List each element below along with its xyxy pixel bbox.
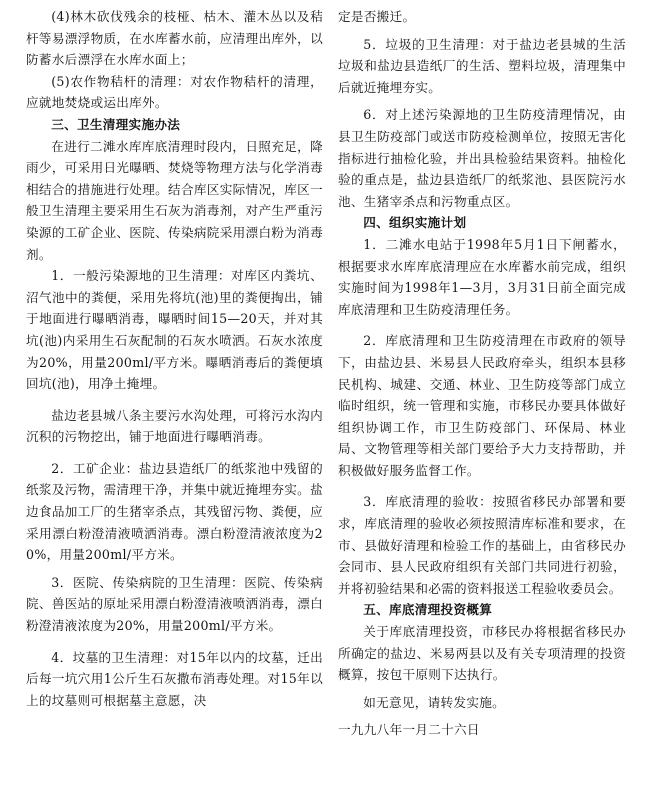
paragraph: (5)农作物秸杆的清理：对农作物秸杆的清理，应就地焚烧或运出库外。 bbox=[26, 73, 323, 111]
paragraph: 3．库底清理的验收：按照省移民办部署和要求，库底清理的验收必须按照清库标准和要求，在市、县做好清理和检验工作的基础上，由省移民办会同市、县人民政府组织有关部门共同进行初验，并将初验结果和必需的资料报送工程验收委员会。 bbox=[338, 494, 626, 596]
section-heading: 四、组织实施计划 bbox=[363, 215, 467, 231]
paragraph: 关于库底清理投资，市移民办将根据省移民办所确定的盐边、米易两县以及有关专项清理的投资概算，按包干原则下达执行。 bbox=[338, 624, 626, 683]
paragraph: 定是否搬迁。 bbox=[338, 9, 416, 24]
paragraph: 1．一般污染源地的卫生清理：对库区内粪坑、沼气池中的粪便，采用先将坑(池)里的粪便掏出，铺于地面进行曝晒消毒，曝晒时间15—20天，并对其坑(池)内采用生石灰配制的石灰水喷洒。石灰水浓度为20%，用量200ml/平方米。曝晒消毒后的粪便填回坑(池)，用净土掩埋。 bbox=[26, 268, 323, 392]
closing-line: 如无意见，请转发实施。 bbox=[363, 694, 506, 710]
paragraph: (4)林木砍伐残余的枝桠、枯木、灌木丛以及秸杆等易漂浮物质，在水库蓄水前，应清理出库外，以防蓄水后漂浮在水库水面上； bbox=[26, 9, 323, 68]
section-heading: 三、卫生清理实施办法 bbox=[51, 116, 181, 132]
paragraph: 2．工矿企业：盐边县造纸厂的纸浆池中残留的纸浆及污物，需清理干净，并集中就近掩埋夯实。盐边食品加工厂的生猪宰杀点，其残留污物、粪便，应采用漂白粉澄清液喷洒消毒。漂白粉澄清液浓度为20%，用量200ml/平方米。 bbox=[26, 460, 323, 563]
right-column bbox=[338, 6, 626, 741]
section-heading: 五、库底清理投资概算 bbox=[363, 602, 493, 618]
paragraph: 盐边老县城八条主要污水沟处理，可将污水沟内沉积的污物挖出，铺于地面进行曝晒消毒。 bbox=[26, 407, 323, 445]
paragraph: 5．垃圾的卫生清理：对于盐边老县城的生活垃圾和盐边县造纸厂的生活、塑料垃圾，清理集中后就近掩埋夯实。 bbox=[338, 36, 626, 95]
paragraph: 6．对上述污染源地的卫生防疫清理情况，由县卫生防疫部门或送市防疫检测单位，按照无害化指标进行抽检化验，并出具检验结果资料。抽检化验的重点是，盐边县造纸厂的纸浆池、县医院污水池、生猪宰杀点和污物重点区。 bbox=[338, 107, 626, 209]
paragraph: 2．库底清理和卫生防疫清理在市政府的领导下，由盐边县、米易县人民政府牵头，组织本县移民机构、城建、交通、林业、卫生防疫等部门成立临时组织，统一管理和实施，市移民办要具体做好组织协调工作，市卫生防疫部门、环保局、林业局、文物管理等相关部门要给予大力支持帮助，并积极做好服务监督工作。 bbox=[338, 333, 626, 478]
paragraph: 1．二滩水电站于1998年5月1日下闸蓄水，根据要求水库库底清理应在水库蓄水前完成，组织实施时间为1998年1—3月，3月31日前全面完成库底清理和卫生防疫清理任务。 bbox=[338, 236, 626, 317]
left-column bbox=[26, 6, 323, 711]
paragraph: 4．坟墓的卫生清理：对15年以内的坟墓，迁出后每一坑穴用1公斤生石灰撒布消毒处理。对15年以上的坟墓则可根据墓主意愿，决 bbox=[26, 649, 323, 708]
paragraph: 3．医院、传染病院的卫生清理：医院、传染病院、兽医站的原址采用漂白粉澄清液喷洒消毒，漂白粉澄清液浓度为20%，用量200ml/平方米。 bbox=[26, 574, 323, 634]
paragraph: 在进行二滩水库库底清理时段内，日照充足，降雨少，可采用日光曝晒、焚烧等物理方法与化学消毒相结合的措施进行处理。结合库区实际情况，库区一般卫生清理主要采用生石灰为消毒剂，对产生严重污染源的工矿企业、医院、传染病院采用漂白粉为消毒剂。 bbox=[26, 138, 323, 262]
document-date: 一九九八年一月二十六日 bbox=[338, 722, 480, 738]
